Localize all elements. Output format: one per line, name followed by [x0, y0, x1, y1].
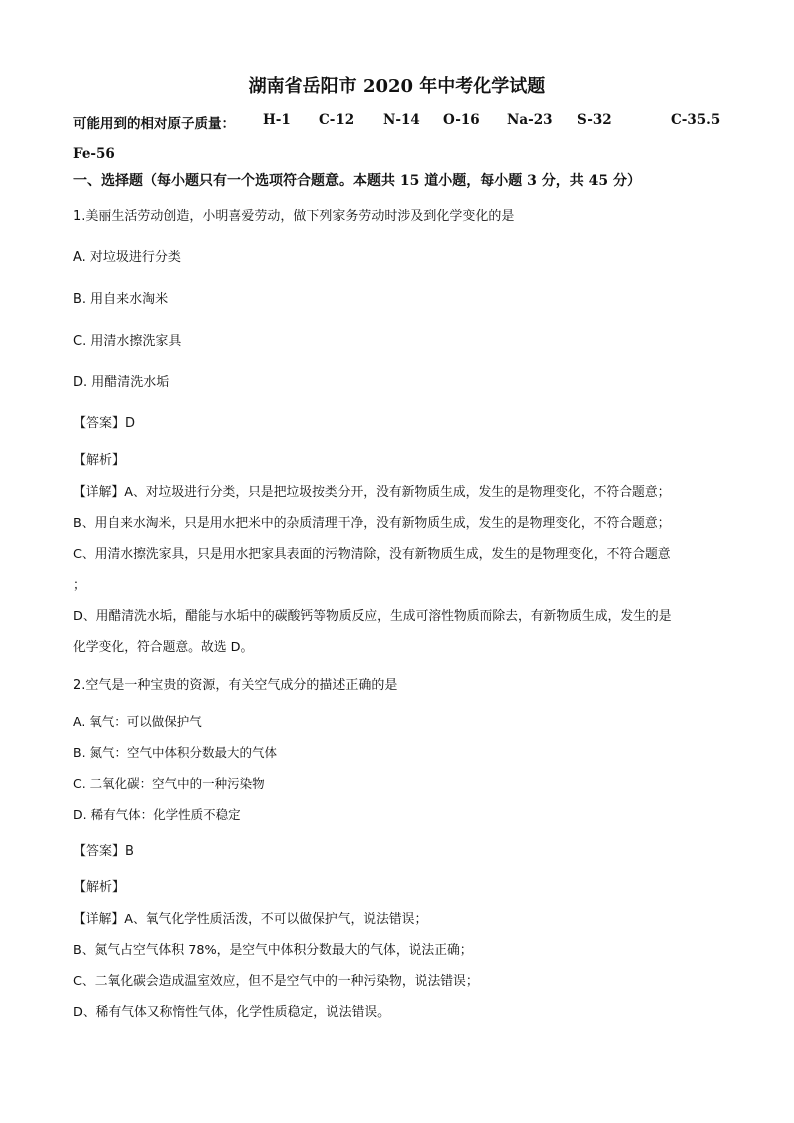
mass-item: Na-23 — [507, 112, 553, 128]
question-2-detail-line: 【详解】A、氧气化学性质活泼，不可以做保护气，说法错误； — [73, 912, 428, 927]
question-1-detail-line: B、用自来水淘米，只是用水把米中的杂质清理干净，没有新物质生成，发生的是物理变化，不符合题意； — [73, 516, 671, 531]
mass-item: H-1 — [263, 112, 291, 128]
mass-item: C-35.5 — [671, 112, 721, 128]
mass-item: C-12 — [319, 112, 355, 128]
question-1-stem: 1.美丽生活劳动创造，小明喜爱劳动，做下列家务劳动时涉及到化学变化的是 — [73, 209, 515, 224]
question-1-answer: 【答案】D — [73, 416, 136, 431]
mass-item: S-32 — [577, 112, 612, 128]
section-heading: 一、选择题（每小题只有一个选项符合题意。本题共 15 道小题，每小题 3 分，共 45 分） — [73, 173, 641, 189]
question-2-analysis-label: 【解析】 — [73, 880, 126, 895]
question-2-stem: 2.空气是一种宝贵的资源，有关空气成分的描述正确的是 — [73, 678, 398, 693]
question-2-detail-line: B、氮气占空气体积 78%，是空气中体积分数最大的气体，说法正确； — [73, 943, 473, 958]
question-2-detail-line: C、二氧化碳会造成温室效应，但不是空气中的一种污染物，说法错误； — [73, 974, 479, 989]
mass-item-fe: Fe-56 — [73, 146, 115, 162]
page-title: 湖南省岳阳市 2020 年中考化学试题 — [248, 76, 546, 97]
question-1-option-a: A. 对垃圾进行分类 — [73, 250, 181, 265]
question-1-detail-line: 化学变化，符合题意。故选 D。 — [73, 640, 254, 655]
question-1-detail-line: C、用清水擦洗家具，只是用水把家具表面的污物清除，没有新物质生成，发生的是物理变化，不符合题意 — [73, 547, 671, 562]
question-2-option-a: A. 氧气：可以做保护气 — [73, 714, 202, 729]
masses-label: 可能用到的相对原子质量： — [73, 116, 235, 132]
question-2-option-c: C. 二氧化碳：空气中的一种污染物 — [73, 776, 265, 791]
question-2-answer: 【答案】B — [73, 844, 134, 859]
question-1-detail-line: D、用醋清洗水垢，醋能与水垢中的碳酸钙等物质反应，生成可溶性物质而除去，有新物质生成，发生的是 — [73, 609, 672, 624]
mass-item: N-14 — [383, 112, 420, 128]
question-2-detail-line: D、稀有气体又称惰性气体，化学性质稳定，说法错误。 — [73, 1005, 390, 1020]
question-1-detail-line: 【详解】A、对垃圾进行分类，只是把垃圾按类分开，没有新物质生成，发生的是物理变化，不符合题意； — [73, 485, 671, 500]
mass-item: O-16 — [443, 112, 480, 128]
question-1-option-b: B. 用自来水淘米 — [73, 292, 169, 307]
question-1-analysis-label: 【解析】 — [73, 453, 126, 468]
question-1-detail-line: ； — [73, 578, 86, 593]
question-1-option-d: D. 用醋清洗水垢 — [73, 375, 170, 390]
question-2-option-d: D. 稀有气体：化学性质不稳定 — [73, 807, 241, 822]
question-1-option-c: C. 用清水擦洗家具 — [73, 334, 182, 349]
question-2-option-b: B. 氮气：空气中体积分数最大的气体 — [73, 745, 278, 760]
